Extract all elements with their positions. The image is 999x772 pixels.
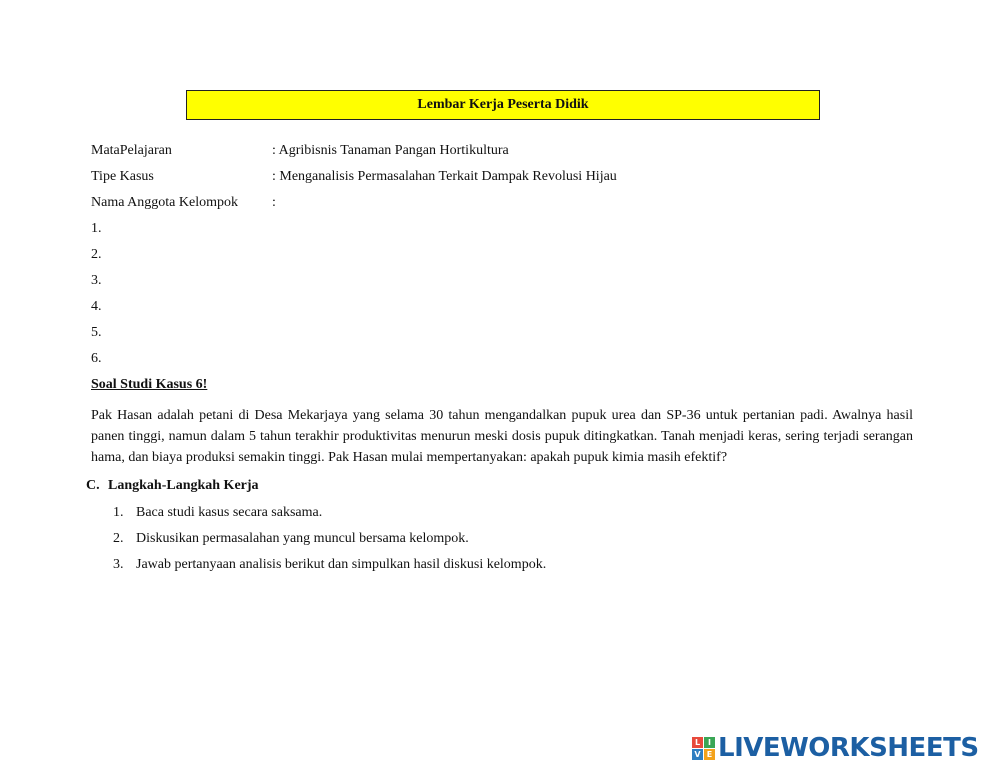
logo-tile: L (692, 737, 703, 748)
field-case-type-value: : Menganalisis Permasalahan Terkait Dampak Revolusi Hijau (272, 169, 617, 184)
member-number: 1. (91, 221, 102, 236)
section-heading (86, 478, 259, 494)
step-item (113, 505, 322, 521)
step-number: 3. (113, 557, 124, 572)
worksheet-title-box (186, 90, 820, 120)
field-case-type-label: Tipe Kasus (91, 169, 154, 184)
liveworksheets-logo[interactable] (692, 733, 979, 763)
section-letter: C. (86, 478, 100, 493)
field-subject (91, 143, 509, 159)
step-number: 1. (113, 505, 124, 520)
field-group-members (91, 195, 276, 211)
logo-tile: E (704, 749, 715, 760)
section-title: Langkah-Langkah Kerja (108, 478, 259, 493)
step-item (113, 531, 469, 547)
step-number: 2. (113, 531, 124, 546)
field-group-members-value: : (272, 195, 276, 210)
step-item (113, 557, 546, 573)
member-number: 2. (91, 247, 102, 262)
case-study-text: Pak Hasan adalah petani di Desa Mekarjaya yang selama 30 tahun mengandalkan pupuk urea dan SP-36 untuk pertanian padi. Awalnya hasil panen tinggi, namun dalam 5 tahun terakhir produktivitas menurun meski dosis pupuk ditingkatkan. Tanah menjadi keras, sering terjadi serangan hama, dan biaya produksi semakin tinggi. Pak Hasan mulai mempertanyakan: apakah pupuk kimia masih efektif? (91, 408, 913, 465)
case-study-title: Soal Studi Kasus 6! (91, 377, 208, 392)
member-number: 4. (91, 299, 102, 314)
logo-tile: V (692, 749, 703, 760)
logo-text: LIVEWORKSHEETS (718, 733, 979, 763)
step-text: Diskusikan permasalahan yang muncul bersama kelompok. (136, 531, 469, 546)
field-subject-label: MataPelajaran (91, 143, 172, 158)
member-number: 3. (91, 273, 102, 288)
field-group-members-label: Nama Anggota Kelompok (91, 195, 238, 210)
step-text: Baca studi kasus secara saksama. (136, 505, 323, 520)
step-text: Jawab pertanyaan analisis berikut dan simpulkan hasil diskusi kelompok. (136, 557, 547, 572)
field-subject-value: : Agribisnis Tanaman Pangan Hortikultura (272, 143, 509, 158)
worksheet-title: Lembar Kerja Peserta Didik (417, 97, 589, 112)
member-number: 6. (91, 351, 102, 366)
logo-tile: I (704, 737, 715, 748)
logo-mark-icon (692, 737, 715, 760)
field-case-type (91, 169, 617, 185)
member-number: 5. (91, 325, 102, 340)
